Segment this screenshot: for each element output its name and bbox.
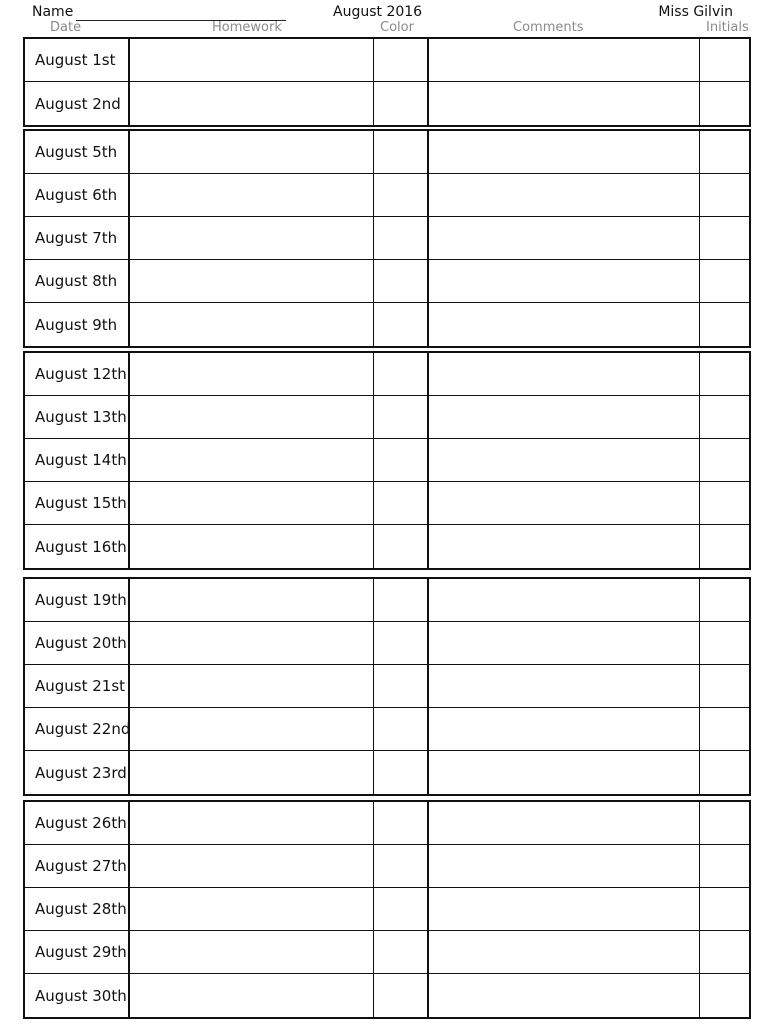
week-block — [23, 37, 751, 127]
date-cell: August 5th — [25, 131, 130, 173]
table-row — [25, 622, 749, 665]
initials-cell[interactable] — [699, 260, 749, 302]
table-row — [25, 708, 749, 751]
homework-cell[interactable] — [130, 974, 374, 1017]
table-row — [25, 396, 749, 439]
date-cell: August 30th — [25, 974, 130, 1017]
week-block — [23, 351, 751, 570]
comments-cell[interactable] — [427, 217, 700, 259]
table-row — [25, 665, 749, 708]
table-row — [25, 353, 749, 396]
header-homework: Homework — [212, 20, 282, 35]
color-cell[interactable] — [373, 579, 429, 621]
date-cell: August 7th — [25, 217, 130, 259]
initials-cell[interactable] — [699, 82, 749, 125]
homework-cell[interactable] — [130, 845, 374, 887]
initials-cell[interactable] — [699, 845, 749, 887]
homework-cell[interactable] — [130, 482, 374, 524]
table-row — [25, 131, 749, 174]
initials-cell[interactable] — [699, 131, 749, 173]
homework-cell[interactable] — [130, 802, 374, 844]
date-cell: August 16th — [25, 525, 130, 568]
initials-cell[interactable] — [699, 482, 749, 524]
homework-cell[interactable] — [130, 39, 374, 81]
homework-cell[interactable] — [130, 260, 374, 302]
comments-cell[interactable] — [427, 931, 700, 973]
table-row — [25, 931, 749, 974]
color-cell[interactable] — [373, 217, 429, 259]
comments-cell[interactable] — [427, 39, 700, 81]
homework-cell[interactable] — [130, 174, 374, 216]
table-row — [25, 82, 749, 125]
week-block — [23, 129, 751, 348]
comments-cell[interactable] — [427, 751, 700, 794]
date-cell: August 22nd — [25, 708, 130, 750]
comments-cell[interactable] — [427, 439, 700, 481]
homework-cell[interactable] — [130, 353, 374, 395]
table-row — [25, 217, 749, 260]
date-cell: August 6th — [25, 174, 130, 216]
initials-cell[interactable] — [699, 665, 749, 707]
week-block — [23, 800, 751, 1019]
initials-cell[interactable] — [699, 217, 749, 259]
comments-cell[interactable] — [427, 260, 700, 302]
homework-cell[interactable] — [130, 82, 374, 125]
comments-cell[interactable] — [427, 579, 700, 621]
comments-cell[interactable] — [427, 802, 700, 844]
comments-cell[interactable] — [427, 888, 700, 930]
homework-cell[interactable] — [130, 525, 374, 568]
color-cell[interactable] — [373, 174, 429, 216]
table-row — [25, 303, 749, 346]
comments-cell[interactable] — [427, 974, 700, 1017]
comments-cell[interactable] — [427, 174, 700, 216]
name-label: Name — [32, 4, 74, 20]
header-color: Color — [380, 20, 414, 35]
month-title: August 2016 — [333, 4, 423, 20]
date-cell: August 9th — [25, 303, 130, 346]
initials-cell[interactable] — [699, 439, 749, 481]
homework-cell[interactable] — [130, 303, 374, 346]
initials-cell[interactable] — [699, 622, 749, 664]
initials-cell[interactable] — [699, 802, 749, 844]
color-cell[interactable] — [373, 845, 429, 887]
color-cell[interactable] — [373, 931, 429, 973]
homework-cell[interactable] — [130, 665, 374, 707]
initials-cell[interactable] — [699, 931, 749, 973]
homework-cell[interactable] — [130, 931, 374, 973]
color-cell[interactable] — [373, 802, 429, 844]
header-comments: Comments — [513, 20, 584, 35]
column-headers — [0, 20, 768, 34]
table-row — [25, 260, 749, 303]
date-cell: August 19th — [25, 579, 130, 621]
color-cell[interactable] — [373, 622, 429, 664]
homework-cell[interactable] — [130, 131, 374, 173]
header-initials: Initials — [706, 20, 749, 35]
date-cell: August 8th — [25, 260, 130, 302]
color-cell[interactable] — [373, 353, 429, 395]
color-cell[interactable] — [373, 39, 429, 81]
color-cell[interactable] — [373, 260, 429, 302]
comments-cell[interactable] — [427, 708, 700, 750]
comments-cell[interactable] — [427, 303, 700, 346]
homework-cell[interactable] — [130, 622, 374, 664]
homework-cell[interactable] — [130, 888, 374, 930]
color-cell[interactable] — [373, 974, 429, 1017]
date-cell: August 20th — [25, 622, 130, 664]
color-cell[interactable] — [373, 525, 429, 568]
color-cell[interactable] — [373, 131, 429, 173]
initials-cell[interactable] — [699, 751, 749, 794]
color-cell[interactable] — [373, 888, 429, 930]
table-row — [25, 174, 749, 217]
date-cell: August 21st — [25, 665, 130, 707]
color-cell[interactable] — [373, 396, 429, 438]
comments-cell[interactable] — [427, 82, 700, 125]
initials-cell[interactable] — [699, 888, 749, 930]
initials-cell[interactable] — [699, 708, 749, 750]
table-row — [25, 579, 749, 622]
initials-cell[interactable] — [699, 396, 749, 438]
date-cell: August 29th — [25, 931, 130, 973]
date-cell: August 2nd — [25, 82, 130, 125]
initials-cell[interactable] — [699, 174, 749, 216]
initials-cell[interactable] — [699, 353, 749, 395]
table-row — [25, 888, 749, 931]
table-row — [25, 525, 749, 568]
comments-cell[interactable] — [427, 665, 700, 707]
date-cell: August 28th — [25, 888, 130, 930]
week-block — [23, 577, 751, 796]
header-date: Date — [50, 20, 82, 35]
table-row — [25, 974, 749, 1017]
color-cell[interactable] — [373, 708, 429, 750]
homework-cell[interactable] — [130, 439, 374, 481]
table-row — [25, 482, 749, 525]
comments-cell[interactable] — [427, 845, 700, 887]
homework-cell[interactable] — [130, 396, 374, 438]
date-cell: August 13th — [25, 396, 130, 438]
initials-cell[interactable] — [699, 579, 749, 621]
comments-cell[interactable] — [427, 525, 700, 568]
initials-cell[interactable] — [699, 974, 749, 1017]
comments-cell[interactable] — [427, 131, 700, 173]
comments-cell[interactable] — [427, 353, 700, 395]
initials-cell[interactable] — [699, 39, 749, 81]
table-row — [25, 802, 749, 845]
comments-cell[interactable] — [427, 396, 700, 438]
homework-cell[interactable] — [130, 217, 374, 259]
date-cell: August 26th — [25, 802, 130, 844]
color-cell[interactable] — [373, 482, 429, 524]
date-cell: August 15th — [25, 482, 130, 524]
comments-cell[interactable] — [427, 482, 700, 524]
color-cell[interactable] — [373, 439, 429, 481]
color-cell[interactable] — [373, 665, 429, 707]
homework-cell[interactable] — [130, 579, 374, 621]
initials-cell[interactable] — [699, 525, 749, 568]
color-cell[interactable] — [373, 751, 429, 794]
color-cell[interactable] — [373, 82, 429, 125]
initials-cell[interactable] — [699, 303, 749, 346]
comments-cell[interactable] — [427, 622, 700, 664]
table-row — [25, 39, 749, 82]
teacher-name: Miss Gilvin — [658, 4, 733, 20]
table-row — [25, 845, 749, 888]
homework-cell[interactable] — [130, 708, 374, 750]
table-row — [25, 751, 749, 794]
date-cell: August 12th — [25, 353, 130, 395]
table-row — [25, 439, 749, 482]
date-cell: August 1st — [25, 39, 130, 81]
homework-cell[interactable] — [130, 751, 374, 794]
color-cell[interactable] — [373, 303, 429, 346]
date-cell: August 27th — [25, 845, 130, 887]
date-cell: August 14th — [25, 439, 130, 481]
date-cell: August 23rd — [25, 751, 130, 794]
